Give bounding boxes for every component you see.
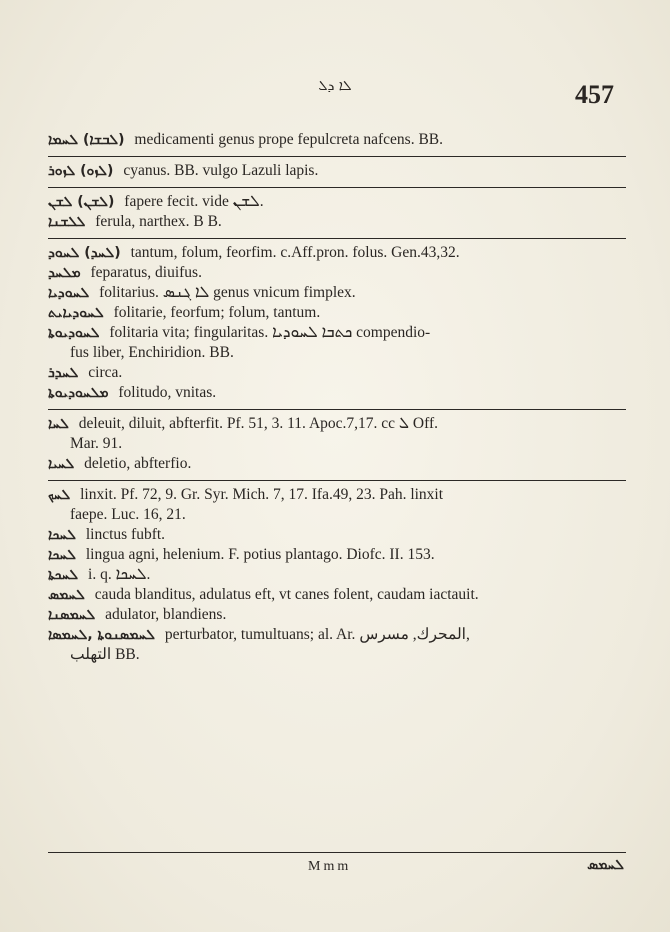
entry-definition: folitarius. ܠܐ ܓܢܣ genus vnicum fimplex. — [99, 284, 356, 301]
syriac-headword: (ܠܒܫܐ) ܠܚܡܐ — [48, 132, 125, 148]
syriac-headword: ܠܚܕܪ — [48, 365, 79, 381]
entry-continuation: faepe. Luc. 16, 21. — [70, 506, 186, 523]
running-head: ܠܐ ܕܠ — [318, 78, 352, 94]
entry-line — [48, 212, 626, 232]
syriac-headword: ܠܚܝܐ — [48, 456, 75, 472]
entry-line — [48, 363, 626, 383]
entry-definition: lingua agni, helenium. F. potius plantago. Diofc. II. 153. — [85, 546, 435, 563]
entry-definition: perturbator, tumultuans; al. Ar. المحرك, مسرس, — [164, 626, 470, 643]
page-footer — [48, 852, 626, 883]
entry-line — [48, 625, 626, 645]
syriac-headword: (ܠܚܕ) ܠܚܘܕ — [48, 245, 121, 261]
entry-group — [48, 239, 626, 410]
syriac-headword: ܡܠܚܘܕܝܘܬܐ — [48, 385, 109, 401]
entry-definition: medicamenti genus prope fepulcreta nafcens. BB. — [134, 131, 443, 148]
syriac-headword: ܠܚܘܕܝܐܝܬ — [48, 305, 104, 321]
syriac-headword: ܠܚܟܐ — [48, 527, 76, 543]
syriac-headword: ܠܚܟ — [48, 487, 71, 503]
entry-line — [48, 605, 626, 625]
entry-line — [48, 383, 626, 403]
syriac-headword: ܡܠܚܕ — [48, 265, 81, 281]
entry-definition: folitudo, vnitas. — [118, 384, 217, 401]
entry-group — [48, 188, 626, 239]
entry-definition: cauda blanditus, adulatus eft, vt canes folent, caudam iactauit. — [94, 586, 479, 603]
entry-line — [48, 545, 626, 565]
entry-definition: feparatus, diuifus. — [90, 264, 202, 281]
entry-continuation: Mar. 91. — [70, 435, 123, 452]
syriac-headword: ܠܚܟܐ — [48, 547, 76, 563]
signature-mark: Mmm — [308, 859, 352, 874]
entry-definition: deletio, abfterfio. — [84, 455, 192, 472]
page-number: 457 — [575, 80, 614, 109]
entry-definition: adulator, blandiens. — [105, 606, 227, 623]
syriac-headword: ܠܚܡܣܢܐ — [48, 607, 96, 623]
entry-continuation: fus liber, Enchiridion. BB. — [70, 344, 234, 361]
catchword: ܠܚܡܣ — [587, 857, 624, 873]
entry-group — [48, 410, 626, 481]
entry-group — [48, 157, 626, 188]
entry-continuation: التهلب BB. — [70, 646, 140, 663]
entry-definition: ferula, narthex. B B. — [95, 213, 222, 230]
entry-definition: linxit. Pf. 72, 9. Gr. Syr. Mich. 7, 17. Ifa.49, 23. Pah. linxit — [80, 486, 444, 503]
syriac-headword: ܠܚܘܕܝܐ — [48, 285, 90, 301]
entry-definition: circa. — [88, 364, 123, 381]
entry-line — [48, 525, 626, 545]
entry-line — [48, 161, 626, 181]
syriac-headword: ܠܚܟܬܐ — [48, 567, 79, 583]
entry-line — [48, 243, 626, 263]
dictionary-entries — [48, 126, 626, 665]
entry-line — [48, 585, 626, 605]
entry-line — [48, 263, 626, 283]
entry-definition: deleuit, diluit, abfterfit. Pf. 51, 3. 11. Apoc.7,17. cc ܠ Off. — [78, 415, 438, 432]
entry-line — [48, 414, 626, 434]
syriac-headword: ܠܚܡܣ — [48, 587, 85, 603]
entry-line — [48, 283, 626, 303]
entry-definition: cyanus. BB. vulgo Lazuli lapis. — [123, 162, 319, 179]
syriac-headword: ܠܚܘܕܝܘܬܐ — [48, 325, 100, 341]
entry-definition: fapere fecit. vide ܠܫܢ. — [124, 193, 264, 210]
entry-definition: i. q. ܠܚܟܐ. — [88, 566, 151, 583]
entry-line — [48, 130, 626, 150]
syriac-headword: ܠܠܫܢܐ — [48, 214, 86, 230]
syriac-headword: (ܠܫܢ) ܠܫܢ — [48, 194, 115, 210]
entry-definition: folitaria vita; fingularitas. ܟܬܒܐ ܠܚܘܕܝܐ compendio- — [109, 324, 431, 341]
entry-line — [48, 303, 626, 323]
entry-definition: folitarie, feorfum; folum, tantum. — [113, 304, 321, 321]
entry-definition: tantum, folum, feorfim. c.Aff.pron. folus. Gen.43,32. — [130, 244, 460, 261]
entry-line — [48, 485, 626, 505]
entry-line — [48, 192, 626, 212]
syriac-headword: ܠܚܐ — [48, 416, 69, 432]
entry-line — [48, 454, 626, 474]
entry-definition: linctus fubft. — [85, 526, 166, 543]
entry-line — [48, 565, 626, 585]
syriac-headword: (ܠܙܘ) ܠܙܘܪ — [48, 163, 114, 179]
entry-group — [48, 126, 626, 157]
entry-line — [48, 323, 626, 343]
syriac-headword: ܠܚܡܣܢܘܬܐ ,ܠܚܡܣܐ — [48, 627, 156, 643]
entry-group — [48, 481, 626, 665]
